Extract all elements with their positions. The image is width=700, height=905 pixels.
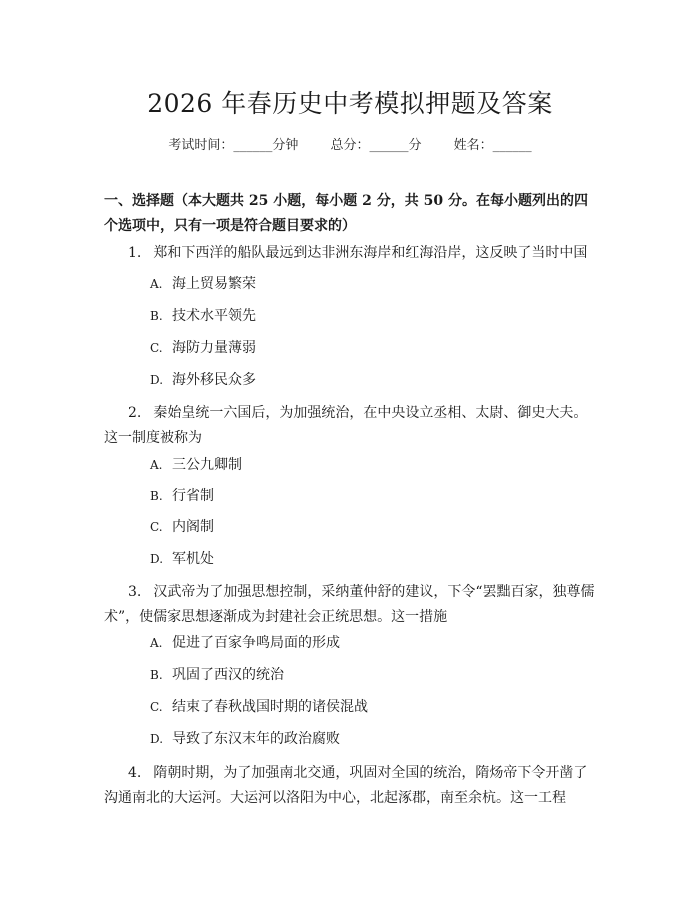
question-text: 汉武帝为了加强思想控制，采纳董仲舒的建议，下令“罢黜百家，独尊儒术”，使儒家思想逐渐成为封建社会正统思想。这一措施 <box>104 584 595 625</box>
option-letter: D. <box>150 552 164 566</box>
option-text: 导致了东汉末年的政治腐败 <box>172 731 340 747</box>
option-letter: B. <box>150 668 163 682</box>
question-number: 1. <box>128 245 142 261</box>
option-text: 技术水平领先 <box>172 308 256 324</box>
option-2c <box>150 517 214 537</box>
option-2a <box>150 455 242 475</box>
option-text: 行省制 <box>172 488 214 504</box>
question-number: 4. <box>128 765 142 781</box>
option-letter: B. <box>150 489 163 503</box>
option-3a <box>150 633 340 653</box>
option-letter: A. <box>150 277 163 291</box>
option-letter: D. <box>150 732 164 746</box>
option-text: 军机处 <box>172 551 214 567</box>
option-letter: B. <box>150 309 163 323</box>
student-name-field: 姓名：______ <box>453 138 532 153</box>
option-letter: A. <box>150 458 163 472</box>
option-1c <box>150 338 256 358</box>
option-text: 海上贸易繁荣 <box>172 276 256 292</box>
question-1 <box>104 241 598 266</box>
option-3b <box>150 665 284 685</box>
option-text: 内阁制 <box>172 519 214 535</box>
option-letter: D. <box>150 373 164 387</box>
option-2b <box>150 486 214 506</box>
question-text: 郑和下西洋的船队最远到达非洲东海岸和红海沿岸，这反映了当时中国 <box>153 245 588 261</box>
option-1a <box>150 274 256 294</box>
exam-time-field: 考试时间：______分钟 <box>168 138 299 153</box>
option-2d <box>150 549 214 569</box>
option-1d <box>150 370 256 390</box>
option-text: 海外移民众多 <box>172 372 256 388</box>
section-heading: 一、选择题（本大题共 25 小题，每小题 2 分，共 50 分。在每小题列出的四个选项中，只有一项是符合题目要求的） <box>104 193 588 234</box>
question-text: 隋朝时期，为了加强南北交通，巩固对全国的统治，隋炀帝下令开凿了沟通南北的大运河。大运河以洛阳为中心，北起涿郡，南至余杭。这一工程 <box>104 765 588 806</box>
option-3c <box>150 697 368 717</box>
question-number: 3. <box>128 584 142 600</box>
option-letter: C. <box>150 700 163 714</box>
total-score-field: 总分：______分 <box>330 138 422 153</box>
option-letter: C. <box>150 341 163 355</box>
question-number: 2. <box>128 405 142 421</box>
option-text: 结束了春秋战国时期的诸侯混战 <box>172 699 368 715</box>
question-text: 秦始皇统一六国后，为加强统治，在中央设立丞相、太尉、御史大夫。这一制度被称为 <box>104 405 588 446</box>
page-title: 2026 年春历史中考模拟押题及答案 <box>147 89 553 118</box>
option-letter: C. <box>150 520 163 534</box>
option-1b <box>150 306 256 326</box>
option-text: 促进了百家争鸣局面的形成 <box>172 635 340 651</box>
question-4 <box>104 761 598 811</box>
option-text: 海防力量薄弱 <box>172 340 256 356</box>
option-3d <box>150 729 340 749</box>
option-text: 三公九卿制 <box>172 457 242 473</box>
exam-meta <box>0 134 700 153</box>
option-text: 巩固了西汉的统治 <box>172 667 284 683</box>
question-3 <box>104 580 598 630</box>
question-2 <box>104 401 598 451</box>
option-letter: A. <box>150 636 163 650</box>
